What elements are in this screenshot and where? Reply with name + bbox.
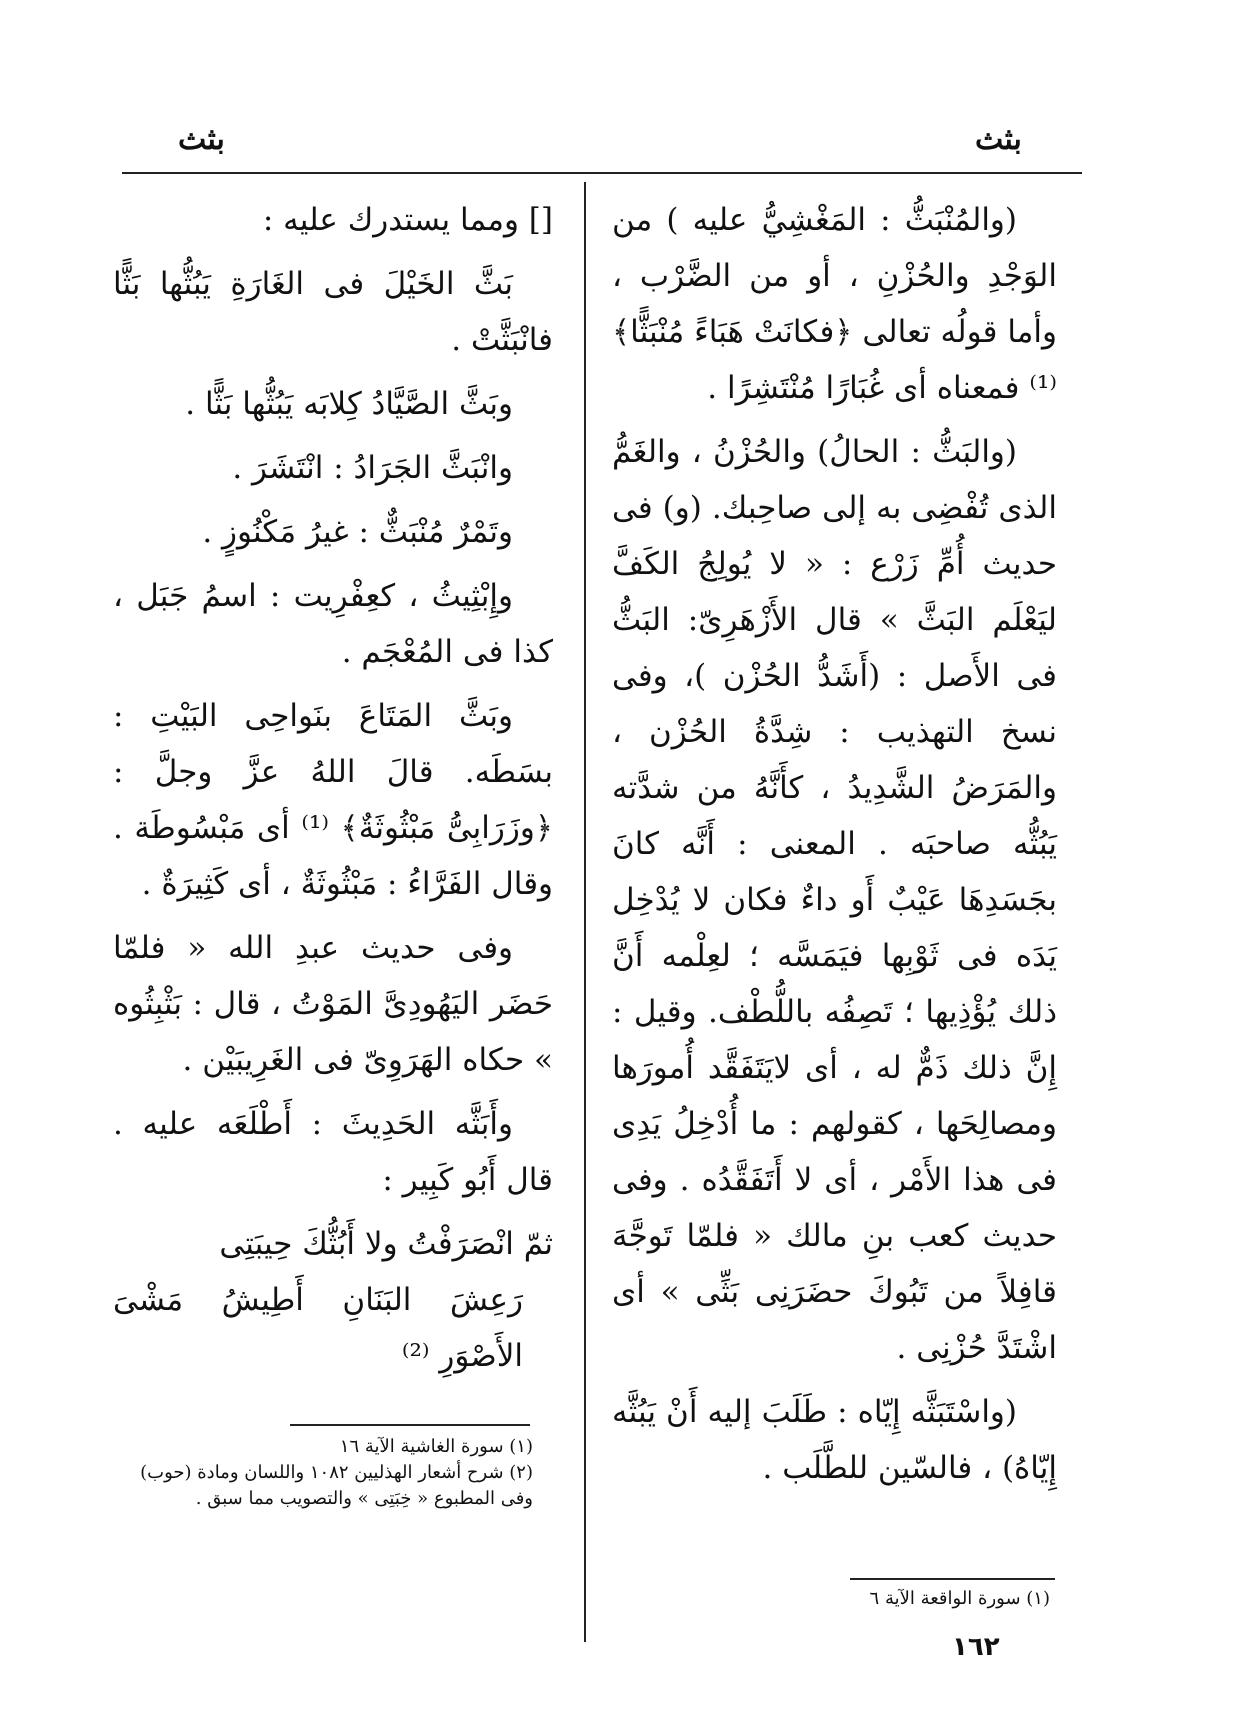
footnote: وفى المطبوع « خِبَتِى » والتصويب مما سبق . <box>195 1488 533 1509</box>
poetry-verse <box>113 1216 553 1384</box>
entry-paragraph: وبَثَّ الصَّيَّادُ كِلابَه يَبُثُّها بَثًّا . <box>185 386 513 422</box>
footnote: (١) سورة الغاشية الآية ١٦ <box>339 1436 533 1457</box>
addendum-heading: [] ومما يستدرك عليه : <box>262 202 553 238</box>
page-number: ١٦٢ <box>952 1632 1000 1662</box>
entry-paragraph: وانْبَثَّ الجَرَادُ : انْتَشَرَ . <box>232 450 513 486</box>
entry-paragraph: وإِبْثِيثُ ، كعِفْرِيت : اسمُ جَبَل ، كذا فى المُعْجَم . <box>113 578 553 670</box>
footnote: (٢) شرح أشعار الهذليين ١٠٨٢ واللسان ومادة (حوب) <box>140 1462 533 1483</box>
left-column <box>113 192 553 1384</box>
running-head-right: بثث <box>975 122 1022 157</box>
entry-paragraph: وفى حديث عبدِ الله « فلمّا حَضَر اليَهُودِىَّ المَوْتُ ، قال : بَثْبِثُوه » حكاه الهَرَوِىّ فى الغَرِيبَيْن . <box>113 930 553 1078</box>
entry-paragraph: وتَمْرٌ مُنْبَثٌّ : غيرُ مَكْنُوزٍ . <box>202 514 513 550</box>
footnote-rule-right <box>850 1578 1055 1580</box>
verse-second-hemistich: رَعِشَ البَنَانِ أَطِيشُ مَشْىَ الأَصْوَرِ ⁽²⁾ <box>113 1282 523 1374</box>
footnotes-left <box>113 1434 533 1512</box>
entry-paragraph: وبَثَّ المَتَاعَ بنَواحِى البَيْتِ : بسَطَه. قالَ اللهُ عزَّ وجلَّ : ﴿وزَرَابِىُّ مَبْثُوثَةٌ﴾ ⁽¹⁾ أى مَبْسُوطَة . وقال الفَرَّاءُ : مَبْثُوثَةٌ ، أى كَثِيرَةٌ . <box>113 698 553 902</box>
entry-paragraph: (والبَثُّ : الحالُ) والحُزْنُ ، والغَمُّ الذى تُفْضِى به إلى صاحِبك. (و) فى حديث أُمِّ زَرْع : « لا يُولِجُ الكَفَّ ليَعْلَم البَثَّ » قال الأَزْهَرِىّ: البَثُّ فى الأَصل : (أَشَدُّ الحُزْن )، وفى نسخ التهذيب : شِدَّةُ الحُزْن ، والمَرَضُ الشَّدِيدُ ، كأَنَّهُ من شدَّته يَبُثُّه صاحبَه . المعنى : أَنَّه كانَ بجَسَدِهَا عَيْبٌ أَو داءٌ فكان لا يُدْخِل يَدَه فى ثَوْبِها فيَمَسَّه ؛ لعِلْمه أَنَّ ذلك يُؤْذِيها ؛ تَصِفُه باللُّطْف. وقيل : إِنَّ ذلك ذَمٌّ له ، أى لايَتَفَقَّد أُمورَها ومصالِحَها ، كقولهم : ما أُدْخِلُ يَدِى فى هذا الأَمْر ، أى لا أَتَفَقَّدُه . وفى حديث كعب بنِ مالك « فلمّا تَوجَّهَ قافِلاً من تَبُوكَ حضَرَنِى بَثِّى » أى اشْتَدَّ حُزْنِى . <box>612 434 1057 1366</box>
running-head-left: بثث <box>178 122 225 157</box>
entry-paragraph: (واسْتَبَثَّه إِيّاه : طَلَبَ إليه أَنْ يَبُثَّه إِيّاهُ) ، فالسّين للطَّلَب . <box>612 1394 1057 1486</box>
column-divider <box>584 182 586 1642</box>
entry-paragraph: بَثَّ الخَيْلَ فى الغَارَةِ يَبُثُّها بَثًّا فانْبَثَّتْ . <box>113 266 553 358</box>
footnote-rule-left <box>290 1424 530 1426</box>
entry-paragraph: وأَبَثَّه الحَدِيثَ : أَطْلَعَه عليه . قال أَبُو كَبِير : <box>113 1106 553 1198</box>
verse-first-hemistich: ثمّ انْصَرَفْتُ ولا أَبُثُّكَ حِيبَتِى <box>219 1226 553 1262</box>
header-rule <box>122 172 1082 174</box>
entry-paragraph: (والمُنْبَثُّ : المَغْشِيُّ عليه ) من الوَجْدِ والحُزْنِ ، أو من الضَّرْب ، وأما قولُه تعالى ﴿فكانَتْ هَبَاءً مُنْبَثًّا﴾ ⁽¹⁾ فمعناه أى غُبَارًا مُنْتَشِرًا . <box>612 202 1057 406</box>
footnote: (١) سورة الواقعة الآية ٦ <box>869 1588 1050 1609</box>
right-column <box>612 192 1057 1504</box>
footnotes-right <box>720 1586 1050 1612</box>
